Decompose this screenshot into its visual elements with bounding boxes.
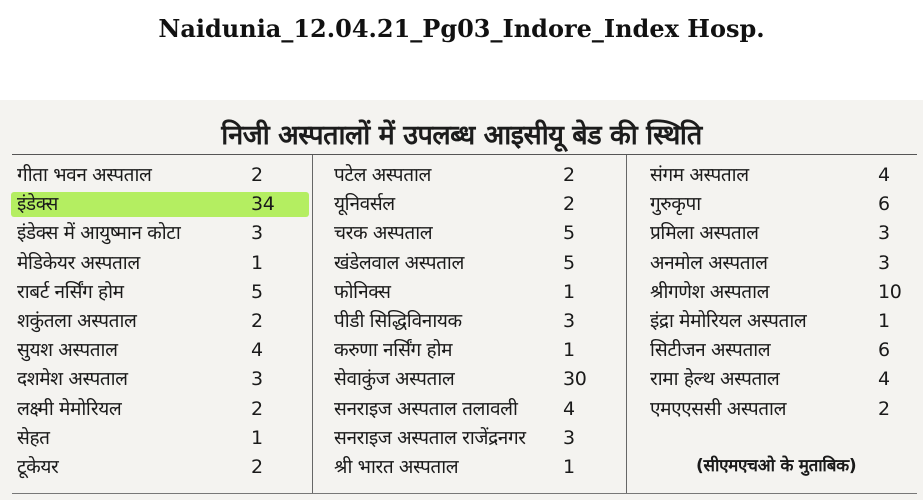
source-note: (सीएमएचओ के मुताबिक): [696, 456, 857, 476]
column-divider: [626, 155, 627, 493]
icu-bed-count: 6: [878, 193, 890, 216]
hospital-name: पटेल अस्पताल: [334, 164, 432, 186]
hospital-name: करुणा नर्सिंग होम: [334, 339, 453, 362]
hospital-row: [334, 395, 624, 424]
hospital-name: सनराइज अस्पताल राजेंद्रनगर: [334, 426, 526, 449]
hospital-name: इंडेक्स में आयुष्मान कोटा: [17, 222, 181, 245]
hospital-row: [334, 161, 624, 190]
icu-bed-count: 2: [251, 309, 263, 332]
icu-bed-count: 1: [251, 251, 263, 274]
hospital-name: मेडिकेयर अस्पताल: [17, 251, 140, 274]
hospital-column-1: [17, 161, 307, 482]
hospital-name: सेवाकुंज अस्पताल: [334, 368, 455, 391]
hospital-column-2: [334, 161, 624, 482]
hospital-name: यूनिवर्सल: [334, 193, 395, 216]
hospital-row: [650, 161, 920, 190]
hospital-row: [17, 365, 307, 394]
hospital-row: [650, 395, 920, 424]
icu-bed-count: 5: [563, 222, 575, 245]
hospital-row: [17, 336, 307, 365]
hospital-name: प्रमिला अस्पताल: [650, 222, 759, 245]
icu-bed-count: 3: [878, 222, 890, 245]
hospital-row: [17, 219, 307, 248]
icu-bed-count: 10: [878, 280, 902, 303]
icu-bed-count: 1: [563, 280, 575, 303]
icu-bed-count: 2: [563, 193, 575, 216]
hospital-row: [334, 365, 624, 394]
icu-bed-count: 4: [563, 397, 575, 420]
hospital-row: [17, 190, 307, 219]
hospital-row: [17, 307, 307, 336]
hospital-row: [650, 336, 920, 365]
hospital-row: [334, 278, 624, 307]
hospital-column-3: [650, 161, 920, 424]
icu-bed-count: 6: [878, 339, 890, 362]
icu-bed-count: 2: [878, 397, 890, 420]
icu-bed-count: 4: [878, 164, 890, 186]
hospital-name: श्रीगणेश अस्पताल: [650, 280, 770, 303]
icu-bed-count: 3: [251, 222, 263, 245]
hospital-row: [17, 278, 307, 307]
hospital-name: गुरुकृपा: [650, 193, 701, 216]
hospital-row: [17, 395, 307, 424]
hospital-row: [17, 453, 307, 482]
hospital-name: श्री भारत अस्पताल: [334, 455, 459, 478]
icu-bed-count: 2: [251, 397, 263, 420]
hospital-row: [650, 278, 920, 307]
top-rule: [12, 154, 917, 155]
hospital-row: [650, 365, 920, 394]
icu-bed-count: 5: [563, 251, 575, 274]
icu-bed-count: 3: [251, 368, 263, 391]
hospital-name: सेहत: [17, 426, 50, 449]
hospital-name: इंडेक्स: [17, 193, 58, 216]
hospital-row: [17, 424, 307, 453]
hospital-name: सिटीजन अस्पताल: [650, 339, 771, 362]
column-divider: [312, 155, 313, 493]
hospital-name: इंद्रा मेमोरियल अस्पताल: [650, 309, 807, 332]
icu-bed-count: 3: [563, 309, 575, 332]
icu-bed-count: 34: [251, 193, 275, 216]
hospital-row: [17, 249, 307, 278]
hospital-row: [334, 190, 624, 219]
image-caption: Naidunia_12.04.21_Pg03_Indore_Index Hosp.: [158, 14, 765, 43]
hospital-row: [334, 307, 624, 336]
icu-bed-count: 1: [251, 426, 263, 449]
hospital-name: लक्ष्मी मेमोरियल: [17, 397, 122, 420]
hospital-name: फोनिक्स: [334, 280, 391, 303]
icu-bed-count: 4: [251, 339, 263, 362]
hospital-name: सुयश अस्पताल: [17, 339, 118, 362]
hospital-name: अनमोल अस्पताल: [650, 251, 768, 274]
hospital-name: गीता भवन अस्पताल: [17, 164, 152, 186]
icu-bed-count: 2: [251, 455, 263, 478]
icu-bed-count: 4: [878, 368, 890, 391]
icu-bed-count: 1: [563, 455, 575, 478]
hospital-name: राबर्ट नर्सिंग होम: [17, 280, 124, 303]
hospital-row: [334, 219, 624, 248]
hospital-name: रामा हेल्थ अस्पताल: [650, 368, 780, 391]
hospital-row: [334, 336, 624, 365]
clipping-headline: निजी अस्पतालों में उपलब्ध आइसीयू बेड की स्थिति: [221, 120, 702, 151]
bottom-rule: [12, 493, 917, 494]
icu-bed-count: 3: [878, 251, 890, 274]
hospital-row: [650, 249, 920, 278]
hospital-row: [650, 190, 920, 219]
hospital-name: दशमेश अस्पताल: [17, 368, 128, 391]
hospital-row: [334, 249, 624, 278]
icu-bed-count: 3: [563, 426, 575, 449]
hospital-row: [17, 161, 307, 190]
hospital-name: चरक अस्पताल: [334, 222, 433, 245]
icu-bed-count: 2: [563, 164, 575, 186]
hospital-row: [650, 219, 920, 248]
icu-bed-count: 1: [878, 309, 890, 332]
hospital-row: [334, 424, 624, 453]
hospital-row: [650, 307, 920, 336]
hospital-row: [334, 453, 624, 482]
icu-bed-count: 1: [563, 339, 575, 362]
icu-bed-count: 2: [251, 164, 263, 186]
hospital-name: सनराइज अस्पताल तलावली: [334, 397, 518, 420]
hospital-name: शकुंतला अस्पताल: [17, 309, 137, 332]
icu-bed-count: 30: [563, 368, 587, 391]
icu-bed-count: 5: [251, 280, 263, 303]
hospital-name: पीडी सिद्धिविनायक: [334, 309, 462, 332]
hospital-name: संगम अस्पताल: [650, 164, 749, 186]
hospital-name: टूकेयर: [17, 455, 59, 478]
newspaper-clipping: [0, 100, 923, 500]
hospital-name: खंडेलवाल अस्पताल: [334, 251, 464, 274]
hospital-name: एमएएससी अस्पताल: [650, 397, 787, 420]
